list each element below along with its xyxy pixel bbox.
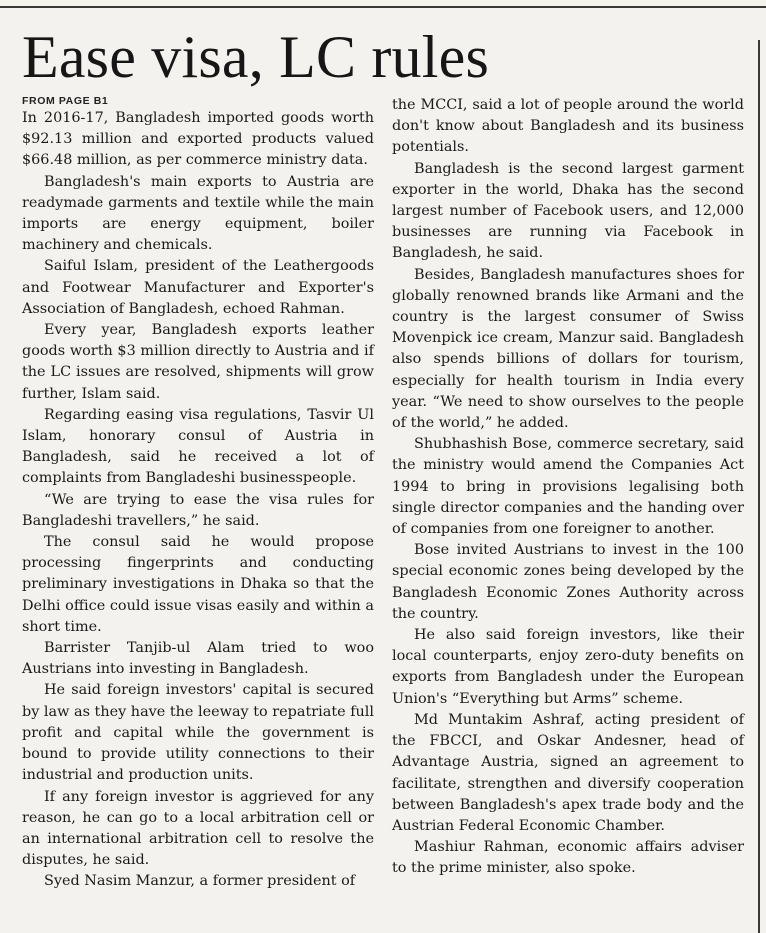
paragraph: “We are trying to ease the visa rules for Bangladeshi travellers,” he said. xyxy=(22,491,374,529)
paragraph: the MCCI, said a lot of people around the world don't know about Bangladesh and its business potentials. xyxy=(392,97,744,156)
paragraph: Syed Nasim Manzur, a former president of xyxy=(44,873,356,890)
paragraph: If any foreign investor is aggrieved for any reason, he can go to a local arbitration cell or an international arbitration cell to resolve the disputes, he said. xyxy=(22,788,374,869)
paragraph: In 2016-17, Bangladesh imported goods worth $92.13 million and exported products valued $66.48 million, as per commerce ministry data. xyxy=(22,110,374,169)
paragraph: Every year, Bangladesh exports leather goods worth $3 million directly to Austria and if the LC issues are resolved, shipments will grow further, Islam said. xyxy=(22,322,374,402)
headline: Ease visa, LC rules xyxy=(22,24,490,90)
paragraph: Bose invited Austrians to invest in the 100 special economic zones being developed by the Bangladesh Economic Zones Authority across the country. xyxy=(392,542,744,622)
paragraph: Mashiur Rahman, economic affairs adviser to the prime minister, also spoke. xyxy=(392,839,744,877)
right-rule xyxy=(758,40,760,933)
paragraph: Bangladesh is the second largest garment exporter in the world, Dhaka has the second largest number of Facebook users, and 12,000 businesses are running via Facebook in Bangladesh, he said. xyxy=(392,160,744,262)
article-column-right xyxy=(392,95,744,880)
paragraph: Shubhashish Bose, commerce secretary, said the ministry would amend the Companies Act 1994 to bring in provisions legalising both single director companies and the handing over of companies from one foreigner to another. xyxy=(392,436,744,538)
article-column-left xyxy=(22,95,374,893)
paragraph: He said foreign investors' capital is secured by law as they have the leeway to repatriate full profit and capital while the government is bound to provide utility connections to their industrial and production units. xyxy=(22,682,374,784)
paragraph: Md Muntakim Ashraf, acting president of the FBCCI, and Oskar Andesner, head of Advantage Austria, signed an agreement to facilitate, strengthen and diversify cooperation between Bangladesh's apex trade body and the Austrian Federal Economic Chamber. xyxy=(392,711,744,834)
paragraph: Barrister Tanjib-ul Alam tried to woo Austrians into investing in Bangladesh. xyxy=(22,640,374,678)
paragraph: He also said foreign investors, like their local counterparts, enjoy zero-duty benefits on exports from Bangladesh under the European Union's “Everything but Arms” scheme. xyxy=(392,627,744,707)
paragraph: Besides, Bangladesh manufactures shoes for globally renowned brands like Armani and the country is the largest consumer of Swiss Movenpick ice cream, Manzur said. Bangladesh also spends billions of dollars for tourism, especially for health tourism in India every year. “We need to show ourselves to the people of the world,” he added. xyxy=(392,266,744,432)
top-rule xyxy=(0,6,766,8)
paragraph: Bangladesh's main exports to Austria are readymade garments and textile while the main imports are energy equipment, boiler machinery and chemicals. xyxy=(22,173,374,254)
paragraph: Saiful Islam, president of the Leathergoods and Footwear Manufacturer and Exporter's Association of Bangladesh, echoed Rahman. xyxy=(22,258,374,317)
paragraph: Regarding easing visa regulations, Tasvir Ul Islam, honorary consul of Austria in Bangladesh, said he received a lot of complaints from Bangladeshi businesspeople. xyxy=(22,406,374,487)
paragraph: The consul said he would propose processing fingerprints and conducting preliminary investigations in Dhaka so that the Delhi office could issue visas easily and within a short time. xyxy=(22,534,374,635)
jump-label: FROM PAGE B1 xyxy=(22,95,109,107)
